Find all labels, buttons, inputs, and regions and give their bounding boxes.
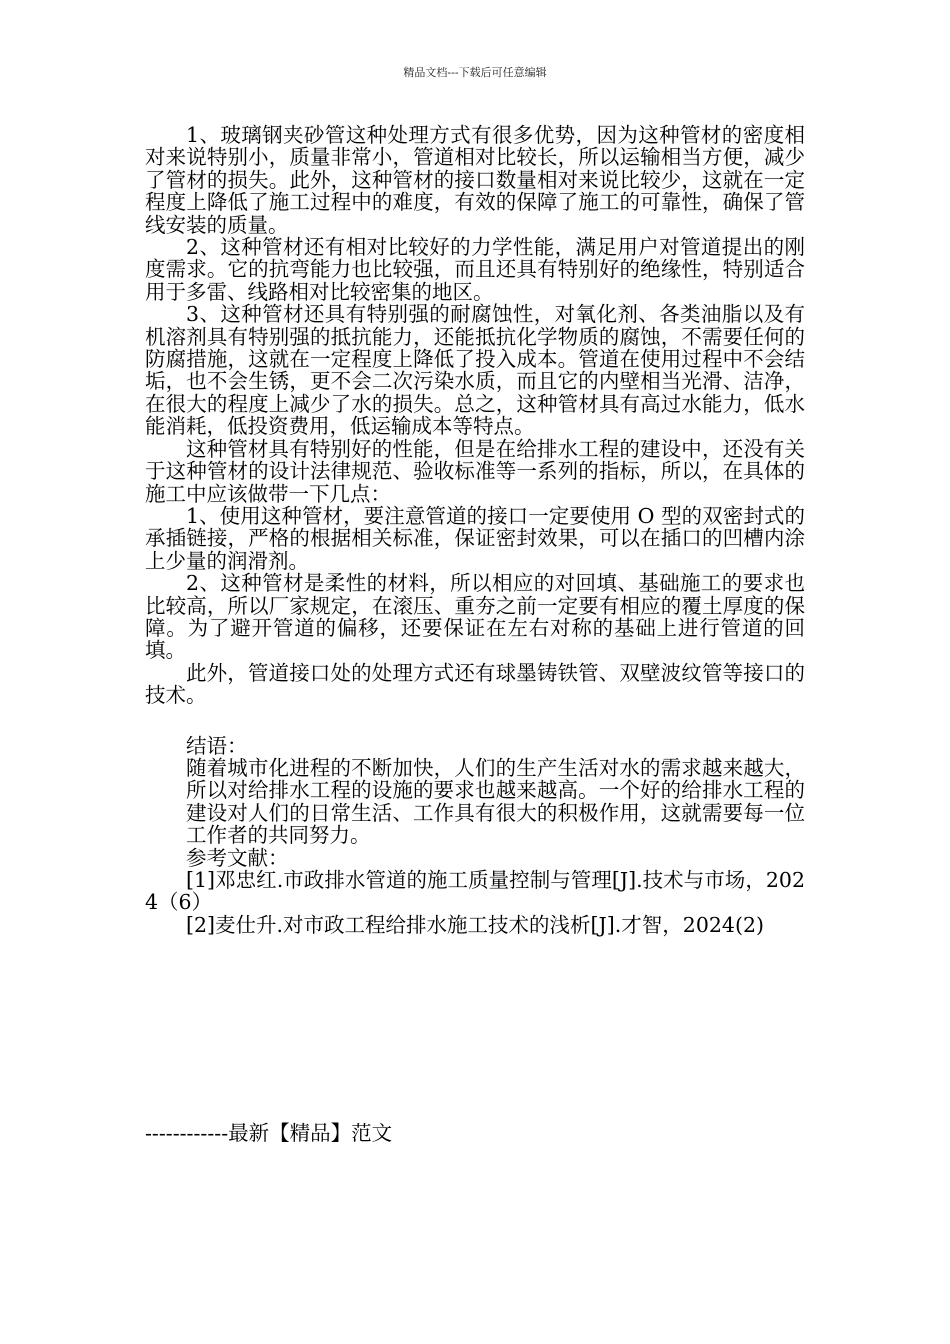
paragraph-6: 2、这种管材是柔性的材料，所以相应的对回填、基础施工的要求也比较高，所以厂家规定，在滚压、重夯之前一定要有相应的覆土厚度的保障。为了避开管道的偏移，还要保证在左右对称的基础上进行管道的回填。 bbox=[145, 571, 805, 663]
paragraph-4: 这种管材具有特别好的性能，但是在给排水工程的建设中，还没有关于这种管材的设计法律规范、验收标准等一系列的指标，所以，在具体的施工中应该做带一下几点： bbox=[145, 436, 805, 506]
reference-item-2: [2]麦仕升.对市政工程给排水施工技术的浅析[J].才智，2024(2) bbox=[186, 912, 764, 937]
document-body bbox=[145, 124, 805, 936]
reference-item-1: [1]邓忠红.市政排水管道的施工质量控制与管理[J].技术与市场，2024（6） bbox=[145, 868, 805, 915]
section-gap bbox=[145, 707, 805, 735]
paragraph-3: 3、这种管材还具有特别强的耐腐蚀性，对氧化剂、各类油脂以及有机溶剂具有特别强的抵抗能力，还能抵抗化学物质的腐蚀，不需要任何的防腐措施，这就在一定程度上降低了投入成本。管道在使用过程中不会结垢，也不会生锈，更不会二次污染水质，而且它的内壁相当光滑、洁净，在很大的程度上减少了水的损失。总之，这种管材具有高过水能力，低水能消耗，低投资费用，低运输成本等特点。 bbox=[145, 302, 805, 439]
page-header: 精品文档---下载后可任意编辑 bbox=[403, 66, 547, 79]
paragraph-5: 1、使用这种管材，要注意管道的接口一定要使用 O 型的双密封式的承插链接，严格的根据相关标准，保证密封效果，可以在插口的凹槽内涂上少量的润滑剂。 bbox=[145, 503, 805, 573]
conclusion-heading: 结语： bbox=[186, 733, 248, 758]
paragraph-1: 1、玻璃钢夹砂管这种处理方式有很多优势，因为这种管材的密度相对来说特别小，质量非常小，管道相对比较长，所以运输相当方便，减少了管材的损失。此外，这种管材的接口数量相对来说比较少，这就在一定程度上降低了施工过程中的难度，有效的保障了施工的可靠性，确保了管线安装的质量。 bbox=[145, 123, 805, 237]
conclusion-body: 随着城市化进程的不断加快，人们的生产生活对水的需求越来越大，所以对给排水工程的设施的要求也越来越高。一个好的给排水工程的建设对人们的日常生活、工作具有很大的积极作用，这就需要每一位工作者的共同努力。 bbox=[186, 755, 805, 848]
paragraph-7: 此外，管道接口处的处理方式还有球墨铸铁管、双壁波纹管等接口的技术。 bbox=[145, 660, 805, 708]
paragraph-2: 2、这种管材还有相对比较好的力学性能，满足用户对管道提出的刚度需求。它的抗弯能力也比较强，而且还具有特别好的绝缘性，特别适合用于多雷、线路相对比较密集的地区。 bbox=[145, 235, 805, 304]
references-heading: 参考文献： bbox=[186, 845, 289, 870]
footer-text: ------------最新【精品】范文 bbox=[145, 1121, 393, 1145]
